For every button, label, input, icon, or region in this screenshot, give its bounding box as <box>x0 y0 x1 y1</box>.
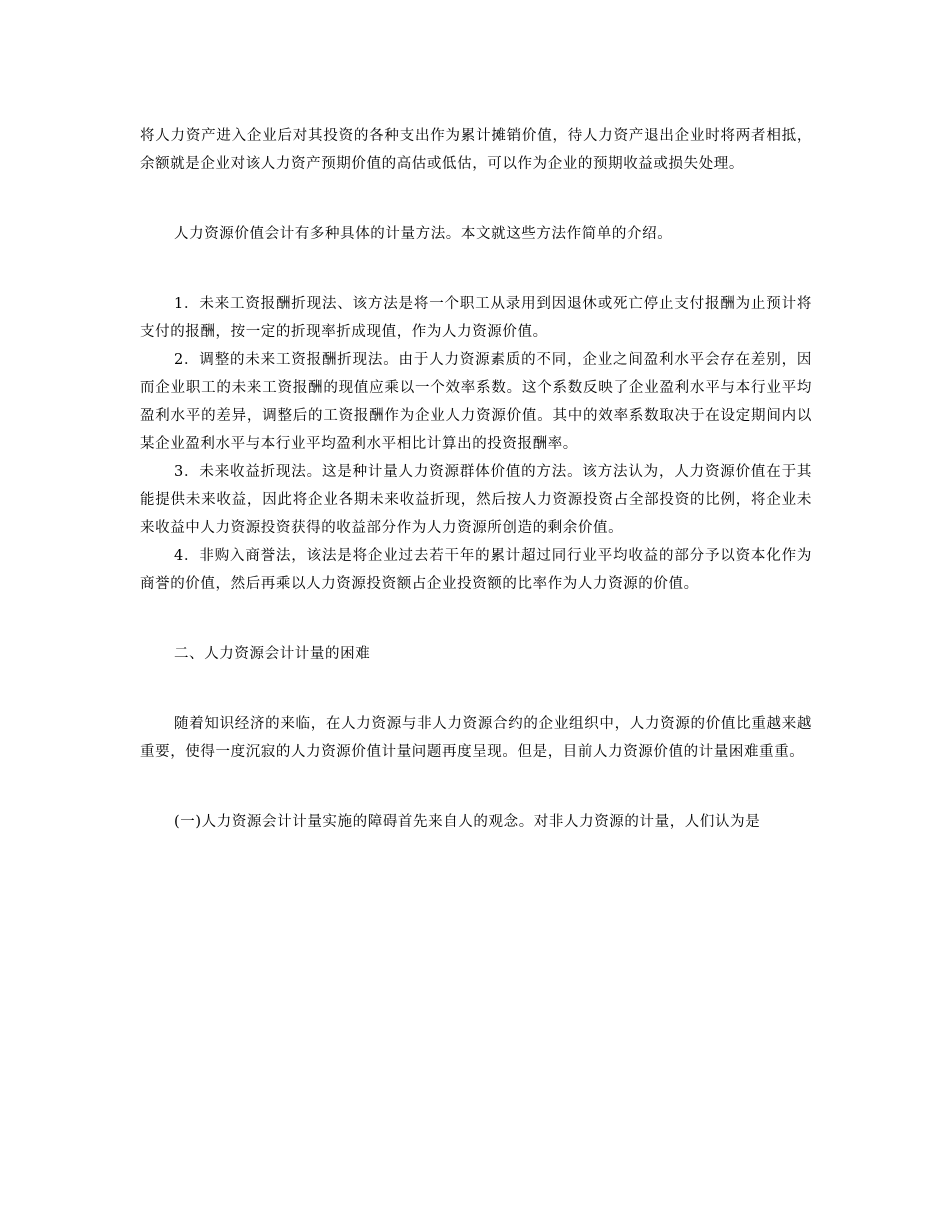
paragraph-method-4: 4．非购入商誉法，该法是将企业过去若干年的累计超过同行业平均收益的部分予以资本化作为商誉的价值，然后再乘以人力资源投资额占企业投资额的比率作为人力资源的价值。 <box>140 548 812 592</box>
paragraph-method-1: 1．未来工资报酬折现法、该方法是将一个职工从录用到因退休或死亡停止支付报酬为止预计将支付的报酬，按一定的折现率折成现值，作为人力资源价值。 <box>140 296 812 340</box>
paragraph-knowledge-economy: 随着知识经济的来临，在人力资源与非人力资源合约的企业组织中，人力资源的价值比重越来越重要，使得一度沉寂的人力资源价值计量问题再度呈现。但是，目前人力资源价值的计量困难重重。 <box>140 716 812 760</box>
paragraph-method-3: 3．未来收益折现法。这是种计量人力资源群体价值的方法。该方法认为，人力资源价值在于其能提供未来收益，因此将企业各期未来收益折现，然后按人力资源投资占全部投资的比例，将企业未来收益中人力资源投资获得的收益部分作为人力资源所创造的剩余价值。 <box>140 464 812 536</box>
paragraph-amortization: 将人力资产进入企业后对其投资的各种支出作为累计摊销价值，待人力资产退出企业时将两者相抵，余额就是企业对该人力资产预期价值的高估或低估，可以作为企业的预期收益或损失处理。 <box>140 128 812 172</box>
paragraph-obstacle-1: (一)人力资源会计计量实施的障碍首先来自人的观念。对非人力资源的计量，人们认为是 <box>174 814 761 830</box>
document-page <box>140 122 812 836</box>
paragraph-method-2: 2．调整的未来工资报酬折现法。由于人力资源素质的不同，企业之间盈利水平会存在差别，因而企业职工的未来工资报酬的现值应乘以一个效率系数。这个系数反映了企业盈利水平与本行业平均盈利水平的差异，调整后的工资报酬作为企业人力资源价值。其中的效率系数取决于在设定期间内以某企业盈利水平与本行业平均盈利水平相比计算出的投资报酬率。 <box>140 352 812 452</box>
section-heading: 二、人力资源会计计量的困难 <box>174 646 371 662</box>
paragraph-methods-intro: 人力资源价值会计有多种具体的计量方法。本文就这些方法作简单的介绍。 <box>174 226 673 242</box>
